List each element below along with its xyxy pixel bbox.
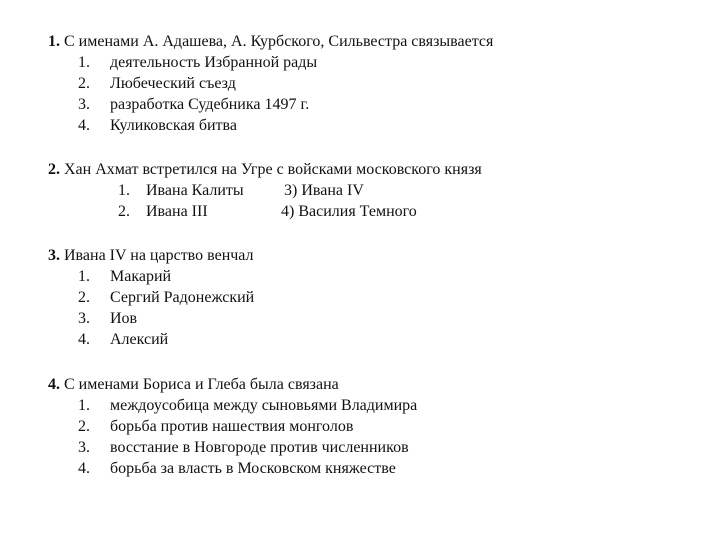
question-3-heading [48,246,254,266]
question-2-option-3-text: 3) Ивана IV [284,182,364,199]
question-2-text: Хан Ахмат встретился на Угре с войсками московского князя [64,161,482,178]
question-3-option-3-text: Иов [110,310,138,327]
question-1-option-3-text: разработка Судебника 1497 г. [110,96,310,113]
question-3-option-4-number: 4. [78,331,90,348]
question-1-option-4 [78,116,90,136]
question-3-option-1-text: Макарий [110,268,172,285]
question-2-number: 2. [48,161,60,178]
question-4-option-1-text: междоусобица между сыновьями Владимира [110,397,418,414]
question-4-option-1-number: 1. [78,397,90,414]
question-2-option-2-number: 2. [118,203,130,220]
question-1-option-1-text: деятельность Избранной рады [110,54,318,71]
question-4-option-4-text: борьба за власть в Московском княжестве [110,460,396,477]
option-number: 3. [78,96,90,113]
question-4-option-3-text: восстание в Новгороде против численников [110,439,409,456]
question-2-heading [48,160,482,180]
question-2-option-1-text: Ивана Калиты [146,182,244,199]
question-4-number: 4. [48,376,60,393]
question-3-number: 3. [48,247,60,264]
question-1-option-2 [78,74,90,94]
question-2-option-2-text: Ивана III [146,203,208,220]
question-3-option-4-text: Алексий [110,331,169,348]
question-1-option-4-text: Куликовская битва [110,117,237,134]
option-number: 1. [78,54,90,71]
question-1-number: 1. [48,33,60,50]
question-4-option-4-number: 4. [78,460,90,477]
question-3-option-2-text: Сергий Радонежский [110,289,255,306]
question-4-option-3-number: 3. [78,439,90,456]
question-4-text: С именами Бориса и Глеба была связана [64,376,339,393]
question-1-text: С именами А. Адашева, А. Курбского, Сильвестра связывается [64,33,494,50]
question-1-option-1 [78,53,90,73]
question-2-option-1-number: 1. [118,182,130,199]
question-2-option-4-text: 4) Василия Темного [281,203,417,220]
question-3-option-2-number: 2. [78,289,90,306]
question-4-option-2-number: 2. [78,418,90,435]
question-4-option-2-text: борьба против нашествия монголов [110,418,354,435]
option-number: 2. [78,75,90,92]
question-1-option-2-text: Любеческий съезд [110,75,236,92]
question-3-option-1-number: 1. [78,268,90,285]
question-1-heading [48,32,493,52]
question-4-heading [48,375,339,395]
question-3-text: Ивана IV на царство венчал [64,247,254,264]
option-number: 4. [78,117,90,134]
question-3-option-3-number: 3. [78,310,90,327]
question-1-option-3 [78,95,90,115]
